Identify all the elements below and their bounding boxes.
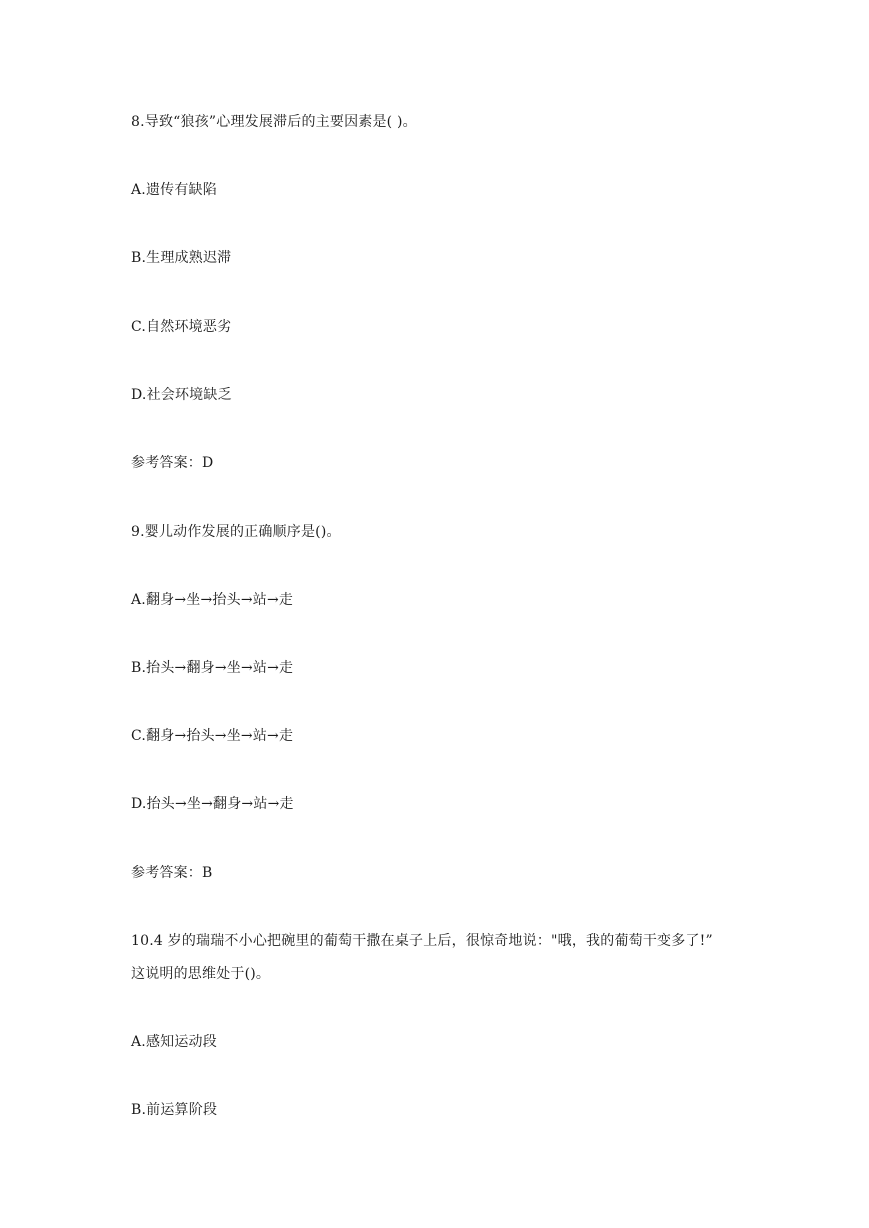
question-8-option-b: B.生理成熟迟滞 [131,250,232,266]
question-8-option-c: C.自然环境恶劣 [131,319,232,335]
question-9-option-c: C.翻身→抬头→坐→站→走 [131,728,294,744]
question-10-option-b: B.前运算阶段 [131,1102,218,1118]
question-9-answer: 参考答案：B [131,865,213,881]
question-9-stem: 9.婴儿动作发展的正确顺序是()。 [131,524,341,540]
question-10-stem-line-2: 这说明的思维处于()。 [131,966,271,982]
question-10-option-a: A.感知运动段 [131,1034,217,1050]
question-9-option-a: A.翻身→坐→抬头→站→走 [131,592,294,608]
question-9-option-b: B.抬头→翻身→坐→站→走 [131,660,294,676]
question-8-answer: 参考答案：D [131,455,214,471]
question-8-option-a: A.遗传有缺陷 [131,182,217,198]
question-8-stem: 8.导致“狼孩”心理发展滞后的主要因素是( )。 [131,114,417,130]
question-9-option-d: D.抬头→坐→翻身→站→走 [131,796,294,812]
question-10-stem-line-1: 10.4 岁的瑞瑞不小心把碗里的葡萄干撒在桌子上后，很惊奇地说："哦，我的葡萄干变多了!” [131,933,713,949]
question-8-option-d: D.社会环境缺乏 [131,387,232,403]
